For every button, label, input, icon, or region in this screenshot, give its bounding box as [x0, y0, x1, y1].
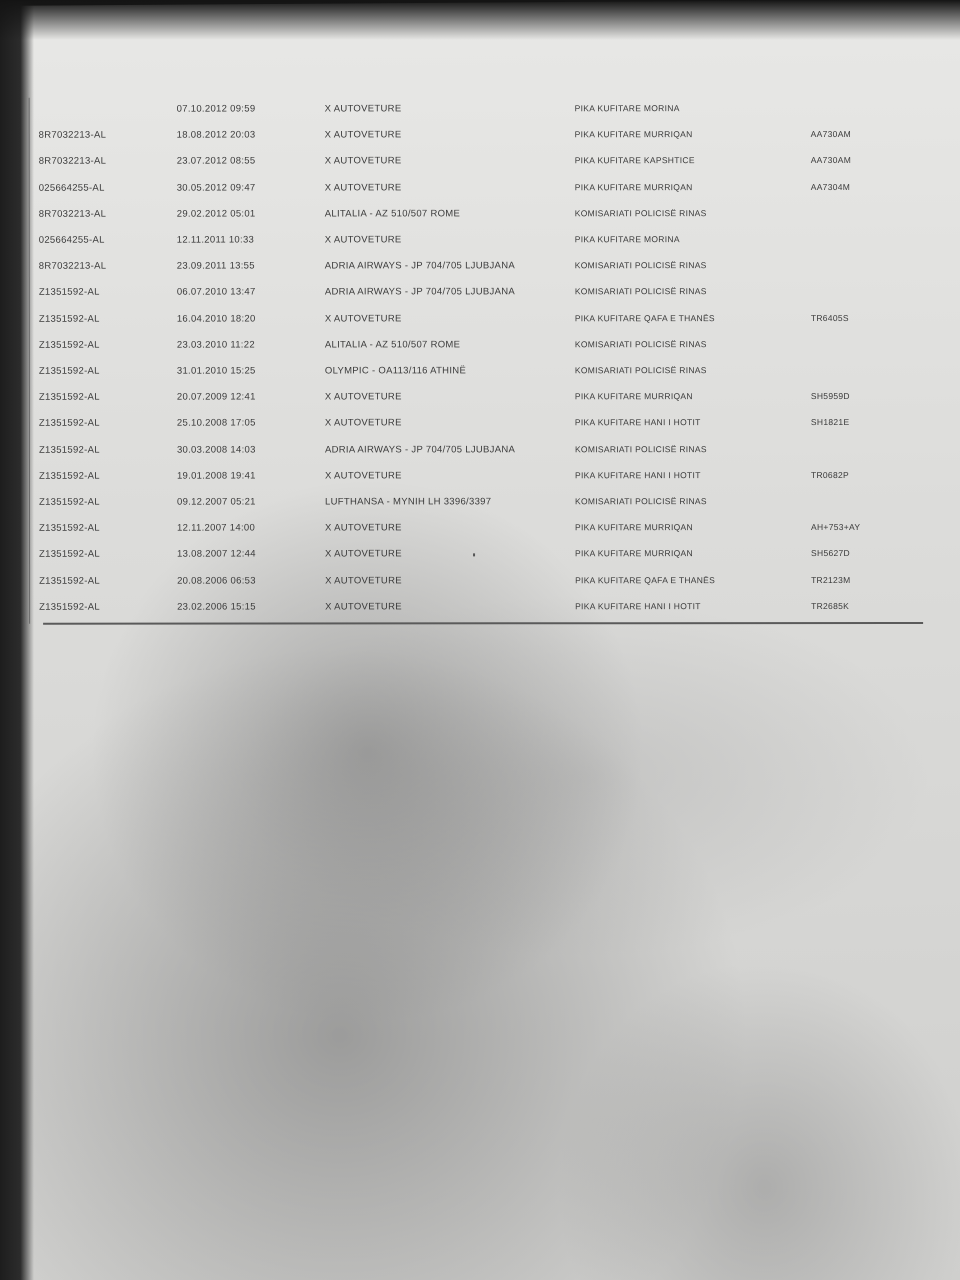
record-datetime: 23.03.2010 11:22	[176, 339, 255, 351]
record-border-point: PIKA KUFITARE HANI I HOTIT	[574, 469, 701, 481]
table-row	[29, 391, 909, 406]
record-border-point: KOMISARIATI POLICISË RINAS	[574, 496, 707, 507]
record-datetime: 20.07.2009 12:41	[176, 391, 256, 403]
record-id: Z1351592-AL	[39, 601, 100, 613]
record-datetime: 23.09.2011 13:55	[176, 260, 255, 272]
record-id: Z1351592-AL	[38, 496, 100, 508]
record-datetime: 30.03.2008 14:03	[176, 444, 256, 456]
record-id: Z1351592-AL	[38, 444, 100, 456]
record-route: OLYMPIC - OA113/116 ATHINË	[324, 365, 467, 377]
record-border-point: PIKA KUFITARE MURRIQAN	[574, 181, 693, 192]
record-plate: TR2123M	[811, 574, 851, 585]
table-row	[29, 522, 909, 537]
record-datetime: 30.05.2012 09:47	[176, 182, 256, 194]
record-border-point: PIKA KUFITARE KAPSHTICE	[574, 155, 695, 166]
record-route: X AUTOVETURE	[324, 129, 402, 141]
record-datetime: 20.08.2006 06:53	[177, 575, 256, 587]
table-row	[29, 129, 909, 144]
record-route: X AUTOVETURE	[324, 391, 402, 403]
record-route: X AUTOVETURE	[324, 234, 402, 246]
record-border-point: KOMISARIATI POLICISË RINAS	[574, 365, 707, 376]
record-plate: SH1821E	[810, 417, 850, 428]
record-id: 025664255-AL	[38, 234, 105, 246]
record-datetime: 12.11.2011 10:33	[176, 234, 255, 246]
record-id: Z1351592-AL	[38, 339, 100, 351]
record-id: Z1351592-AL	[39, 522, 100, 534]
record-route: X AUTOVETURE	[324, 181, 402, 194]
record-border-point: KOMISARIATI POLICISË RINAS	[574, 260, 707, 271]
record-plate: TR2685K	[811, 600, 850, 611]
dark-left-edge	[0, 0, 34, 1280]
record-route: ADRIA AIRWAYS - JP 704/705 LJUBJANA	[324, 260, 515, 272]
table-row	[29, 496, 909, 511]
record-route: X AUTOVETURE	[324, 103, 402, 115]
record-id: 8R7032213-AL	[38, 156, 107, 168]
record-plate: AA7304M	[810, 181, 851, 192]
record-border-point: PIKA KUFITARE MURRIQAN	[575, 522, 693, 533]
record-datetime: 12.11.2007 14:00	[177, 522, 256, 534]
record-datetime: 07.10.2012 09:59	[176, 103, 256, 115]
record-plate: AH+753+AY	[811, 522, 861, 533]
table-row	[29, 286, 909, 301]
record-plate: TR6405S	[810, 312, 849, 323]
record-border-point: KOMISARIATI POLICISË RINAS	[574, 443, 707, 454]
record-id: Z1351592-AL	[38, 365, 100, 377]
record-border-point: PIKA KUFITARE QAFA E THANËS	[575, 574, 716, 585]
record-plate: AA730AM	[810, 155, 852, 166]
record-id: Z1351592-AL	[38, 418, 100, 430]
record-border-point: PIKA KUFITARE MORINA	[574, 103, 680, 114]
record-id: Z1351592-AL	[39, 575, 100, 587]
record-route: X AUTOVETURE	[325, 574, 402, 587]
record-plate: TR0682P	[810, 469, 849, 480]
table-row	[29, 575, 909, 590]
record-id: 8R7032213-AL	[38, 260, 107, 272]
table-row	[29, 155, 909, 170]
record-route: ADRIA AIRWAYS - JP 704/705 LJUBJANA	[324, 443, 516, 456]
record-border-point: PIKA KUFITARE MURRIQAN	[574, 129, 693, 140]
record-datetime: 09.12.2007 05:21	[176, 496, 256, 508]
record-datetime: 18.08.2012 20:03	[176, 129, 256, 141]
table-row	[29, 601, 909, 616]
record-route: X AUTOVETURE	[325, 548, 402, 560]
record-route: ALITALIA - AZ 510/507 ROME	[324, 208, 461, 220]
record-datetime: 29.02.2012 05:01	[176, 208, 256, 220]
record-border-point: PIKA KUFITARE HANI I HOTIT	[575, 600, 701, 612]
record-route: LUFTHANSA - MYNIH LH 3396/3397	[324, 496, 492, 508]
record-route: X AUTOVETURE	[324, 470, 402, 482]
record-route: X AUTOVETURE	[324, 417, 402, 429]
table-row	[29, 208, 909, 223]
record-datetime: 23.07.2012 08:55	[176, 155, 256, 167]
record-border-point: PIKA KUFITARE MORINA	[574, 234, 680, 245]
table-row	[29, 444, 909, 459]
table-row	[29, 548, 909, 563]
record-id: 8R7032213-AL	[38, 208, 107, 220]
record-route: ADRIA AIRWAYS - JP 704/705 LJUBJANA	[324, 286, 516, 298]
record-datetime: 16.04.2010 18:20	[176, 313, 256, 325]
record-datetime: 23.02.2006 15:15	[177, 601, 256, 613]
record-datetime: 13.08.2007 12:44	[177, 548, 256, 560]
record-id: 025664255-AL	[38, 182, 105, 194]
record-datetime: 06.07.2010 13:47	[176, 286, 256, 298]
table-bottom-rule	[43, 622, 923, 624]
record-plate: SH5627D	[811, 548, 851, 559]
table-row	[29, 339, 909, 354]
record-border-point: PIKA KUFITARE QAFA E THANËS	[574, 312, 715, 323]
record-border-point: PIKA KUFITARE HANI I HOTIT	[574, 417, 701, 428]
table-row	[29, 313, 909, 328]
dark-top-edge	[0, 0, 960, 40]
record-route: ALITALIA - AZ 510/507 ROME	[324, 339, 461, 351]
record-datetime: 31.01.2010 15:25	[176, 365, 256, 377]
record-route: X AUTOVETURE	[324, 312, 402, 325]
record-route: X AUTOVETURE	[324, 155, 402, 167]
record-border-point: PIKA KUFITARE MURRIQAN	[575, 548, 693, 559]
record-id: Z1351592-AL	[38, 391, 100, 403]
table-row	[29, 417, 909, 432]
record-datetime: 19.01.2008 19:41	[176, 470, 256, 482]
record-plate: SH5959D	[810, 391, 850, 402]
record-datetime: 25.10.2008 17:05	[176, 417, 256, 429]
record-id: Z1351592-AL	[38, 470, 100, 482]
record-id: Z1351592-AL	[38, 287, 100, 299]
record-border-point: KOMISARIATI POLICISË RINAS	[574, 338, 707, 350]
record-id: Z1351592-AL	[38, 313, 100, 325]
table-row	[29, 260, 909, 275]
table-row	[29, 103, 909, 118]
record-id: 8R7032213-AL	[38, 129, 107, 141]
table-row	[29, 470, 909, 485]
record-route: X AUTOVETURE	[325, 601, 402, 613]
record-border-point: PIKA KUFITARE MURRIQAN	[574, 391, 693, 402]
record-route: X AUTOVETURE	[325, 522, 402, 534]
record-plate: AA730AM	[810, 129, 852, 140]
table-row	[29, 234, 909, 249]
table-row	[29, 182, 909, 197]
record-border-point: KOMISARIATI POLICISË RINAS	[574, 207, 707, 219]
table-row	[29, 365, 909, 380]
border-crossing-records-table	[29, 97, 929, 638]
record-border-point: KOMISARIATI POLICISË RINAS	[574, 286, 707, 297]
record-id: Z1351592-AL	[39, 549, 100, 561]
